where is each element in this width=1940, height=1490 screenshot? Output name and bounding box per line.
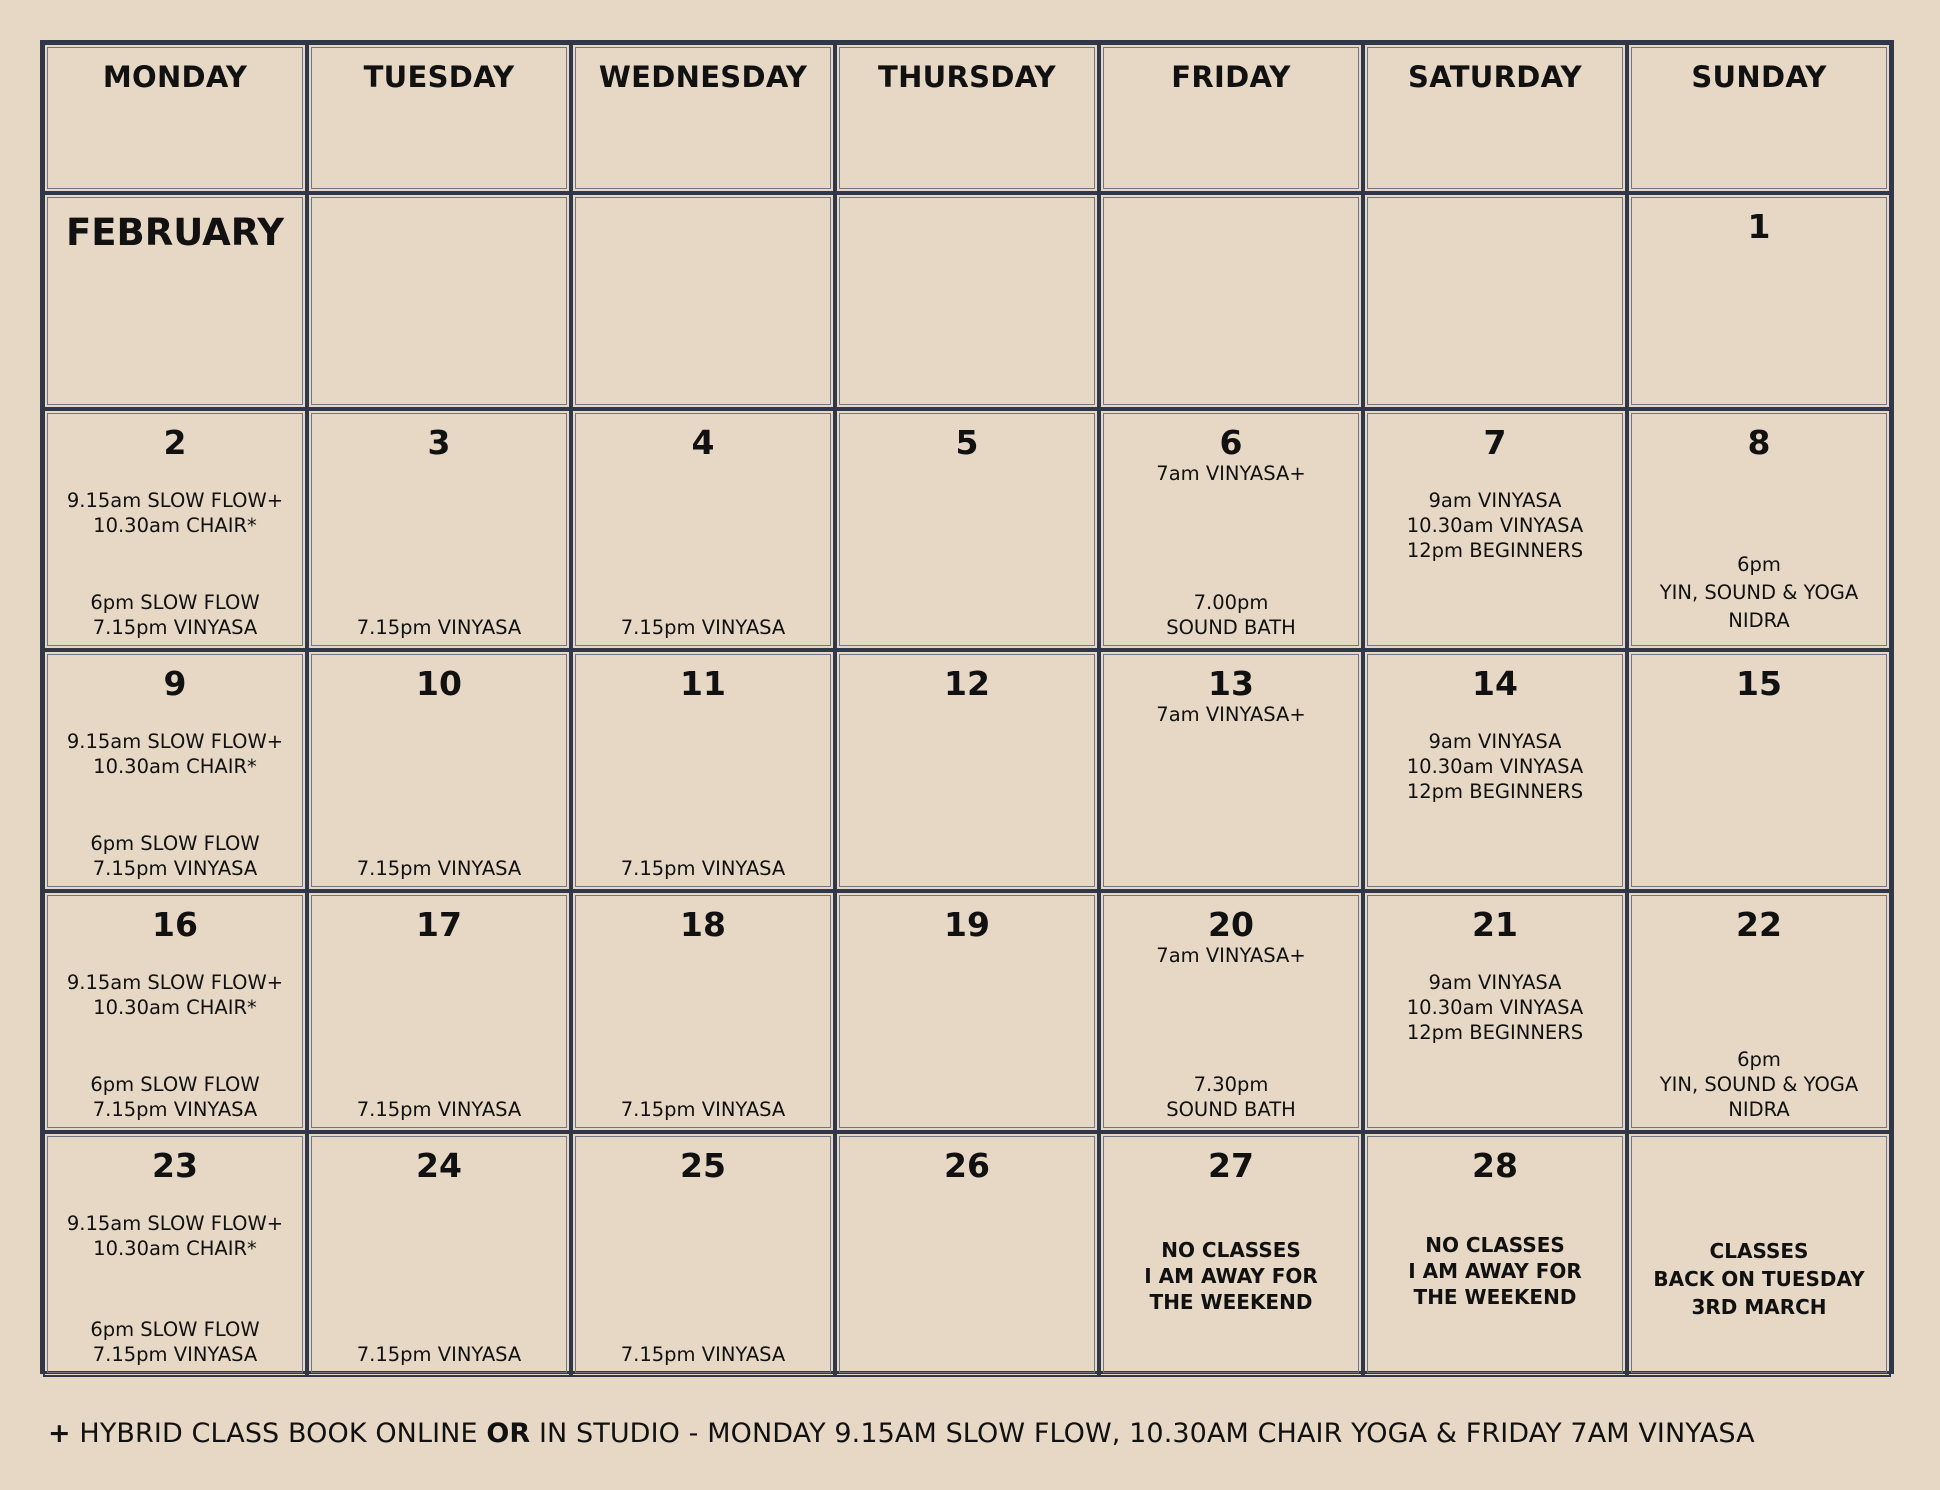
class-schedule: 7.15pm VINYASA: [356, 1098, 522, 1121]
day-cell: [1363, 650, 1627, 891]
class-schedule: 7.15pm VINYASA: [620, 857, 786, 880]
class-schedule: 7am VINYASA+: [1156, 462, 1306, 485]
day-number: 7: [1483, 423, 1507, 462]
day-cell: [307, 1132, 571, 1377]
day-number: 13: [1208, 664, 1254, 703]
day-cell: [835, 193, 1099, 409]
day-cell: [1363, 409, 1627, 650]
class-schedule: 6pm SLOW FLOW 7.15pm VINYASA: [90, 832, 260, 880]
day-number: 26: [944, 1146, 990, 1185]
class-schedule: 6pm YIN, SOUND & YOGA NIDRA: [1659, 553, 1859, 632]
class-schedule: 9.15am SLOW FLOW+ 10.30am CHAIR*: [66, 489, 284, 537]
class-schedule: 7am VINYASA+: [1156, 944, 1306, 967]
weekday-label: SATURDAY: [1408, 60, 1582, 94]
class-schedule: 7.15pm VINYASA: [620, 1343, 786, 1366]
weekday-header-cell: [43, 43, 307, 193]
weekday-header-cell: [571, 43, 835, 193]
footer-plus: +: [48, 1418, 71, 1449]
weekday-label: MONDAY: [102, 60, 248, 94]
day-cell: [1363, 193, 1627, 409]
weekday-label: TUESDAY: [363, 60, 515, 94]
day-number: 25: [680, 1146, 726, 1185]
day-number: 1: [1747, 207, 1771, 246]
weekday-header-cell: [835, 43, 1099, 193]
day-cell: [1627, 891, 1891, 1132]
day-cell: [571, 891, 835, 1132]
footer-text-2: IN STUDIO - MONDAY 9.15AM SLOW FLOW, 10.30AM CHAIR YOGA & FRIDAY 7AM VINYASA: [530, 1418, 1755, 1449]
class-schedule: 6pm SLOW FLOW 7.15pm VINYASA: [90, 1318, 260, 1366]
day-cell: [43, 193, 307, 409]
class-schedule: 7.15pm VINYASA: [620, 1098, 786, 1121]
closure-note: NO CLASSES I AM AWAY FOR THE WEEKEND: [1408, 1233, 1582, 1309]
footer-or: OR: [486, 1418, 531, 1449]
day-cell: [571, 193, 835, 409]
weekday-label: SUNDAY: [1691, 60, 1827, 94]
weekday-header-cell: [1099, 43, 1363, 193]
day-cell: [1363, 1132, 1627, 1377]
day-number: 24: [416, 1146, 462, 1185]
day-number: 6: [1219, 423, 1243, 462]
closure-note: NO CLASSES I AM AWAY FOR THE WEEKEND: [1144, 1238, 1318, 1314]
class-schedule: 6pm SLOW FLOW 7.15pm VINYASA: [90, 1073, 260, 1121]
day-number: 11: [680, 664, 726, 703]
day-cell: [1363, 891, 1627, 1132]
day-number: 27: [1208, 1146, 1254, 1185]
footer-text-1: HYBRID CLASS BOOK ONLINE: [70, 1418, 487, 1449]
day-number: 16: [152, 905, 198, 944]
day-cell: [835, 1132, 1099, 1377]
class-schedule: 7.30pm SOUND BATH: [1166, 1073, 1296, 1121]
day-number: 10: [416, 664, 462, 703]
day-number: 9: [163, 664, 187, 703]
day-cell: [43, 650, 307, 891]
class-schedule: 9.15am SLOW FLOW+ 10.30am CHAIR*: [66, 971, 284, 1019]
class-schedule: 7.15pm VINYASA: [356, 616, 522, 639]
weekday-label: WEDNESDAY: [598, 60, 808, 94]
class-schedule: 6pm YIN, SOUND & YOGA NIDRA: [1659, 1048, 1859, 1121]
class-schedule: 9.15am SLOW FLOW+ 10.30am CHAIR*: [66, 730, 284, 778]
day-number: 12: [944, 664, 990, 703]
day-cell: [1627, 193, 1891, 409]
day-number: 28: [1472, 1146, 1518, 1185]
day-cell: [1099, 193, 1363, 409]
day-cell: [835, 650, 1099, 891]
weekday-header-cell: [1627, 43, 1891, 193]
day-number: 19: [944, 905, 990, 944]
day-cell: [1099, 409, 1363, 650]
day-number: 14: [1472, 664, 1518, 703]
class-schedule: 7.15pm VINYASA: [620, 616, 786, 639]
class-schedule: 7.15pm VINYASA: [356, 857, 522, 880]
weekday-label: THURSDAY: [878, 60, 1056, 94]
day-number: 21: [1472, 905, 1518, 944]
day-cell: [307, 891, 571, 1132]
day-number: 23: [152, 1146, 198, 1185]
class-schedule: 7.15pm VINYASA: [356, 1343, 522, 1366]
day-cell: [307, 193, 571, 409]
day-cell: [1627, 1132, 1891, 1377]
day-cell: [1099, 650, 1363, 891]
day-cell: [1099, 891, 1363, 1132]
calendar-grid: [40, 40, 1894, 1374]
day-cell: [571, 1132, 835, 1377]
day-number: 18: [680, 905, 726, 944]
class-schedule: 9am VINYASA 10.30am VINYASA 12pm BEGINNERS: [1406, 489, 1584, 562]
day-number: 17: [416, 905, 462, 944]
day-number: 20: [1208, 905, 1254, 944]
day-cell: [571, 650, 835, 891]
footer-note: [48, 1418, 1755, 1449]
weekday-header-cell: [1363, 43, 1627, 193]
class-schedule: 7am VINYASA+: [1156, 703, 1306, 726]
day-cell: [307, 650, 571, 891]
day-number: 15: [1736, 664, 1782, 703]
class-schedule: 9am VINYASA 10.30am VINYASA 12pm BEGINNERS: [1406, 730, 1584, 803]
weekday-header-cell: [307, 43, 571, 193]
closure-note: CLASSES BACK ON TUESDAY 3RD MARCH: [1653, 1239, 1865, 1319]
day-cell: [1627, 409, 1891, 650]
day-cell: [571, 409, 835, 650]
day-number: 3: [427, 423, 451, 462]
day-cell: [835, 409, 1099, 650]
day-cell: [43, 891, 307, 1132]
day-cell: [1627, 650, 1891, 891]
day-cell: [307, 409, 571, 650]
class-schedule: 6pm SLOW FLOW 7.15pm VINYASA: [90, 591, 260, 639]
weekday-label: FRIDAY: [1171, 60, 1291, 94]
day-cell: [43, 1132, 307, 1377]
day-number: 2: [163, 423, 187, 462]
day-number: 22: [1736, 905, 1782, 944]
day-number: 8: [1747, 423, 1771, 462]
day-number: 4: [691, 423, 715, 462]
class-schedule: 9am VINYASA 10.30am VINYASA 12pm BEGINNERS: [1406, 971, 1584, 1044]
class-schedule: 9.15am SLOW FLOW+ 10.30am CHAIR*: [66, 1212, 284, 1260]
day-cell: [1099, 1132, 1363, 1377]
class-schedule: 7.00pm SOUND BATH: [1166, 591, 1296, 639]
day-cell: [43, 409, 307, 650]
day-number: 5: [955, 423, 979, 462]
day-cell: [835, 891, 1099, 1132]
month-title: FEBRUARY: [65, 211, 285, 254]
